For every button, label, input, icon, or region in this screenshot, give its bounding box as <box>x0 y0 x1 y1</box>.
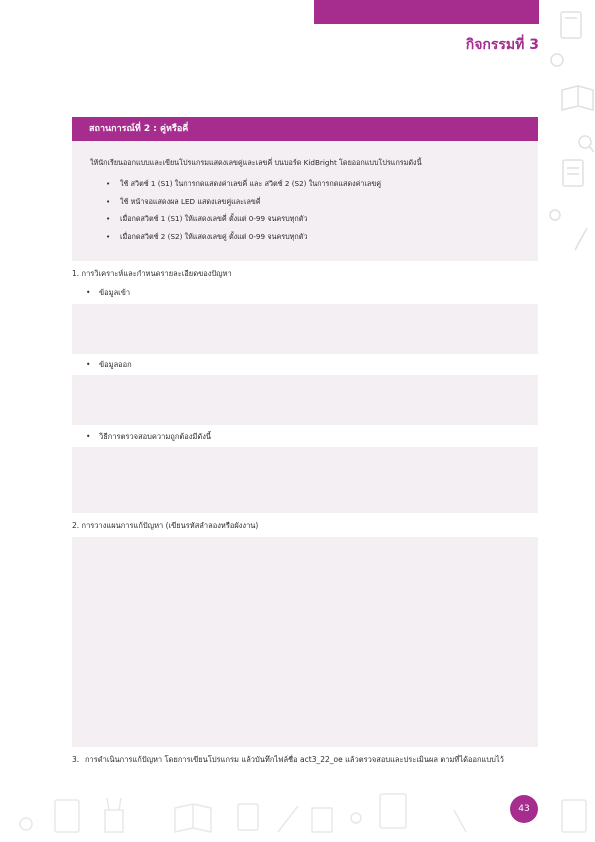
header-accent-bar <box>314 0 539 24</box>
folder-icon <box>312 808 332 832</box>
scenario-bullet-list <box>106 175 381 245</box>
verification-answer-area[interactable] <box>72 447 538 513</box>
section-number: 1. <box>72 269 80 278</box>
verification-heading: • วิธีการตรวจสอบความถูกต้องมีดังนี้ <box>86 432 212 441</box>
activity-title: กิจกรรมที่ 3 <box>465 37 539 53</box>
book-icon <box>562 86 578 110</box>
refresh-icon <box>20 818 32 830</box>
scenario-intro: ให้นักเรียนออกแบบและเขียนโปรแกรมแสดงเลขคู่และเลขคี่ บนบอร์ด KidBright โดยออกแบบโปรแกรมดังนี้ <box>90 158 422 167</box>
tablet-icon <box>55 800 79 832</box>
input-data-answer-area[interactable] <box>72 304 538 354</box>
section-number: 3. <box>72 755 80 764</box>
output-data-answer-area[interactable] <box>72 375 538 425</box>
section-title: การวิเคราะห์และกำหนดรายละเอียดของปัญหา <box>81 269 232 278</box>
notebook-icon <box>561 12 581 38</box>
section-2-heading <box>72 520 258 532</box>
section-title: การวางแผนการแก้ปัญหา (เขียนรหัสลำลองหรือผังงาน) <box>81 521 259 530</box>
output-data-label: ข้อมูลออก <box>99 360 132 369</box>
decorative-icons-bottom <box>0 788 595 842</box>
section-number: 2. <box>72 521 80 530</box>
section-3 <box>72 752 540 768</box>
input-data-label: ข้อมูลเข้า <box>99 288 131 297</box>
lightbulb-icon <box>351 813 361 823</box>
verification-label: วิธีการตรวจสอบความถูกต้องมีดังนี้ <box>99 432 212 441</box>
calculator-icon <box>380 794 406 828</box>
planning-answer-area[interactable] <box>72 537 538 747</box>
refresh-icon <box>551 54 563 66</box>
scenario-bullet: • เมื่อกดสวิตช์ 2 (S2) ให้แสดงเลขคู่ ตั้งแต่ 0-99 จนครบทุกตัว <box>106 228 381 246</box>
calculator-icon <box>562 800 586 832</box>
lightbulb-icon <box>550 210 560 220</box>
ruler-icon <box>278 806 298 832</box>
output-data-heading: • ข้อมูลออก <box>86 360 132 369</box>
scenario-bullet: • ใช้ สวิตช์ 1 (S1) ในการกดแสดงค่าเลขคี่ และ สวิตช์ 2 (S2) ในการกดแสดงค่าเลขคู่ <box>106 175 381 193</box>
scenario-panel <box>72 117 538 261</box>
page-number: 43 <box>510 795 538 823</box>
pencil-cup-icon <box>105 810 123 832</box>
book-icon <box>175 804 193 832</box>
pencil-icon <box>575 228 587 250</box>
document-icon <box>238 804 258 830</box>
section-1-heading <box>72 268 232 280</box>
section-3-text: การดำเนินการแก้ปัญหา โดยการเขียนโปรแกรม แล้วบันทึกไฟล์ชื่อ act3_22_oe แล้วตรวจสอบและประเมินผล ตามที่ได้ออกแบบไว้ <box>85 755 504 764</box>
scenario-bullet: • ใช้ หน้าจอแสดงผล LED แสดงเลขคู่และเลขคี่ <box>106 193 381 211</box>
input-data-heading: • ข้อมูลเข้า <box>86 288 131 297</box>
document-icon <box>563 160 583 186</box>
scenario-title: สถานการณ์ที่ 2 : คู่หรือคี่ <box>72 117 538 141</box>
scenario-bullet: • เมื่อกดสวิตช์ 1 (S1) ให้แสดงเลขคี่ ตั้งแต่ 0-99 จนครบทุกตัว <box>106 210 381 228</box>
pen-icon <box>454 810 466 832</box>
decorative-icons-right <box>545 10 595 260</box>
